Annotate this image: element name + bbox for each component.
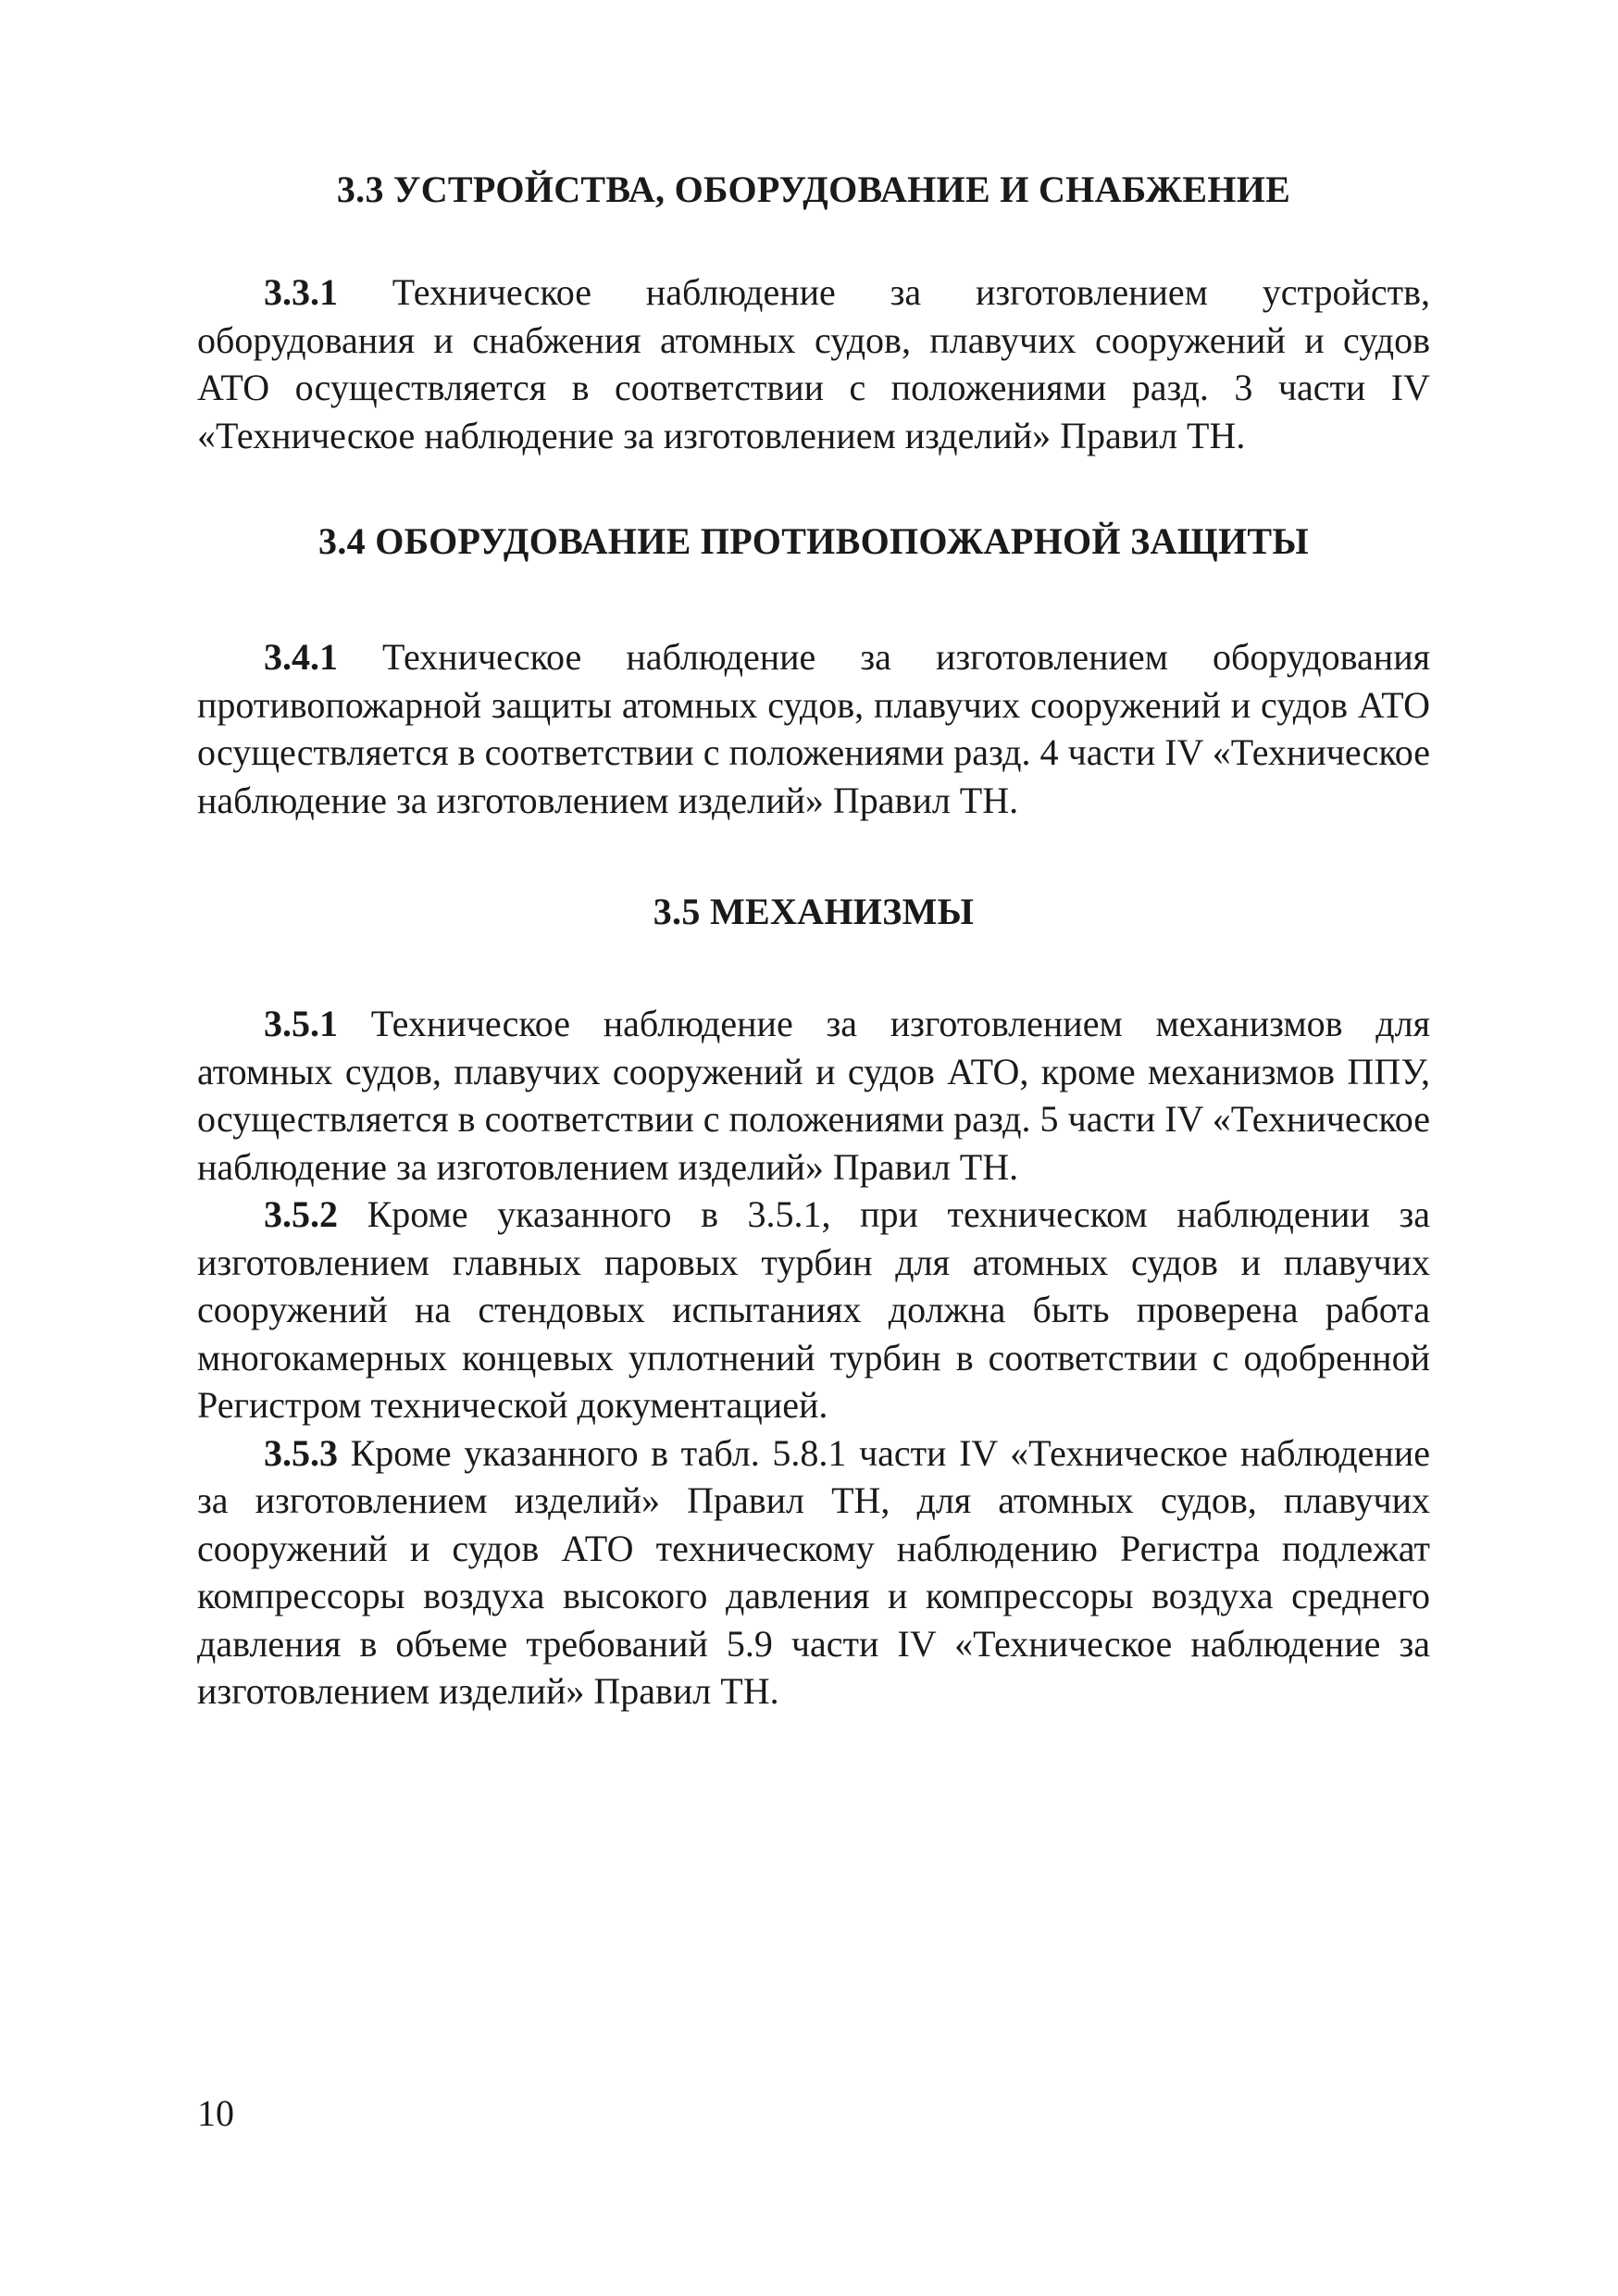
section-3-5-body bbox=[197, 1000, 1430, 1716]
paragraph-text: Техническое наблюдение за изготовлением устройств, оборудования и снабжения атомных судов, плавучих сооружений и судов АТО осуществляется в соответствии с положениями разд. 3 части IV «Техническое наблюдение за изготовлением изделий» Правил ТН. bbox=[197, 271, 1430, 456]
section-heading-3-4: 3.4 ОБОРУДОВАНИЕ ПРОТИВОПОЖАРНОЙ ЗАЩИТЫ bbox=[318, 520, 1309, 562]
paragraph-text: Техническое наблюдение за изготовлением оборудования противопожарной защиты атомных судов, плавучих сооружений и судов АТО осуществляется в соответствии с положениями разд. 4 части IV «Техническое наблюдение за изготовлением изделий» Правил ТН. bbox=[197, 636, 1430, 821]
paragraph-3-4-1 bbox=[197, 633, 1430, 824]
paragraph-number: 3.3.1 bbox=[264, 271, 338, 313]
paragraph-text: Кроме указанного в табл. 5.8.1 части IV «Техническое наблюдение за изготовлением изделий» Правил ТН, для атомных судов, плавучих сооружений и судов АТО техническому наблюдению Регистра подлежат компрессоры воздуха высокого давления и компрессоры воздуха среднего давления в объеме требований 5.9 части IV «Техническое наблюдение за изготовлением изделий» Правил ТН. bbox=[197, 1431, 1430, 1712]
paragraph-3-3-1 bbox=[197, 268, 1430, 459]
paragraph-number: 3.5.1 bbox=[264, 1003, 338, 1044]
document-page bbox=[197, 0, 1430, 2296]
paragraph-text: Кроме указанного в 3.5.1, при техническом наблюдении за изготовлением главных паровых турбин для атомных судов и плавучих сооружений на стендовых испытаниях должна быть проверена работа многокамерных концевых уплотнений турбин в соответствии с одобренной Регистром технической документацией. bbox=[197, 1193, 1430, 1426]
paragraph-number: 3.4.1 bbox=[264, 636, 338, 678]
paragraph-number: 3.5.3 bbox=[264, 1431, 338, 1474]
paragraph-3-5-1 bbox=[197, 1000, 1430, 1191]
paragraph-text: Техническое наблюдение за изготовлением механизмов для атомных судов, плавучих сооружений и судов АТО, кроме механизмов ППУ, осуществляется в соответствии с положениями разд. 5 части IV «Техническое наблюдение за изготовлением изделий» Правил ТН. bbox=[197, 1003, 1430, 1188]
section-heading-3-5: 3.5 МЕХАНИЗМЫ bbox=[653, 891, 975, 932]
paragraph-3-5-2 bbox=[197, 1191, 1430, 1429]
page-number: 10 bbox=[197, 2092, 234, 2134]
section-heading-3-3: 3.3 УСТРОЙСТВА, ОБОРУДОВАНИЕ И СНАБЖЕНИЕ bbox=[336, 168, 1291, 210]
paragraph-3-5-3 bbox=[197, 1429, 1430, 1716]
paragraph-number: 3.5.2 bbox=[264, 1193, 338, 1235]
